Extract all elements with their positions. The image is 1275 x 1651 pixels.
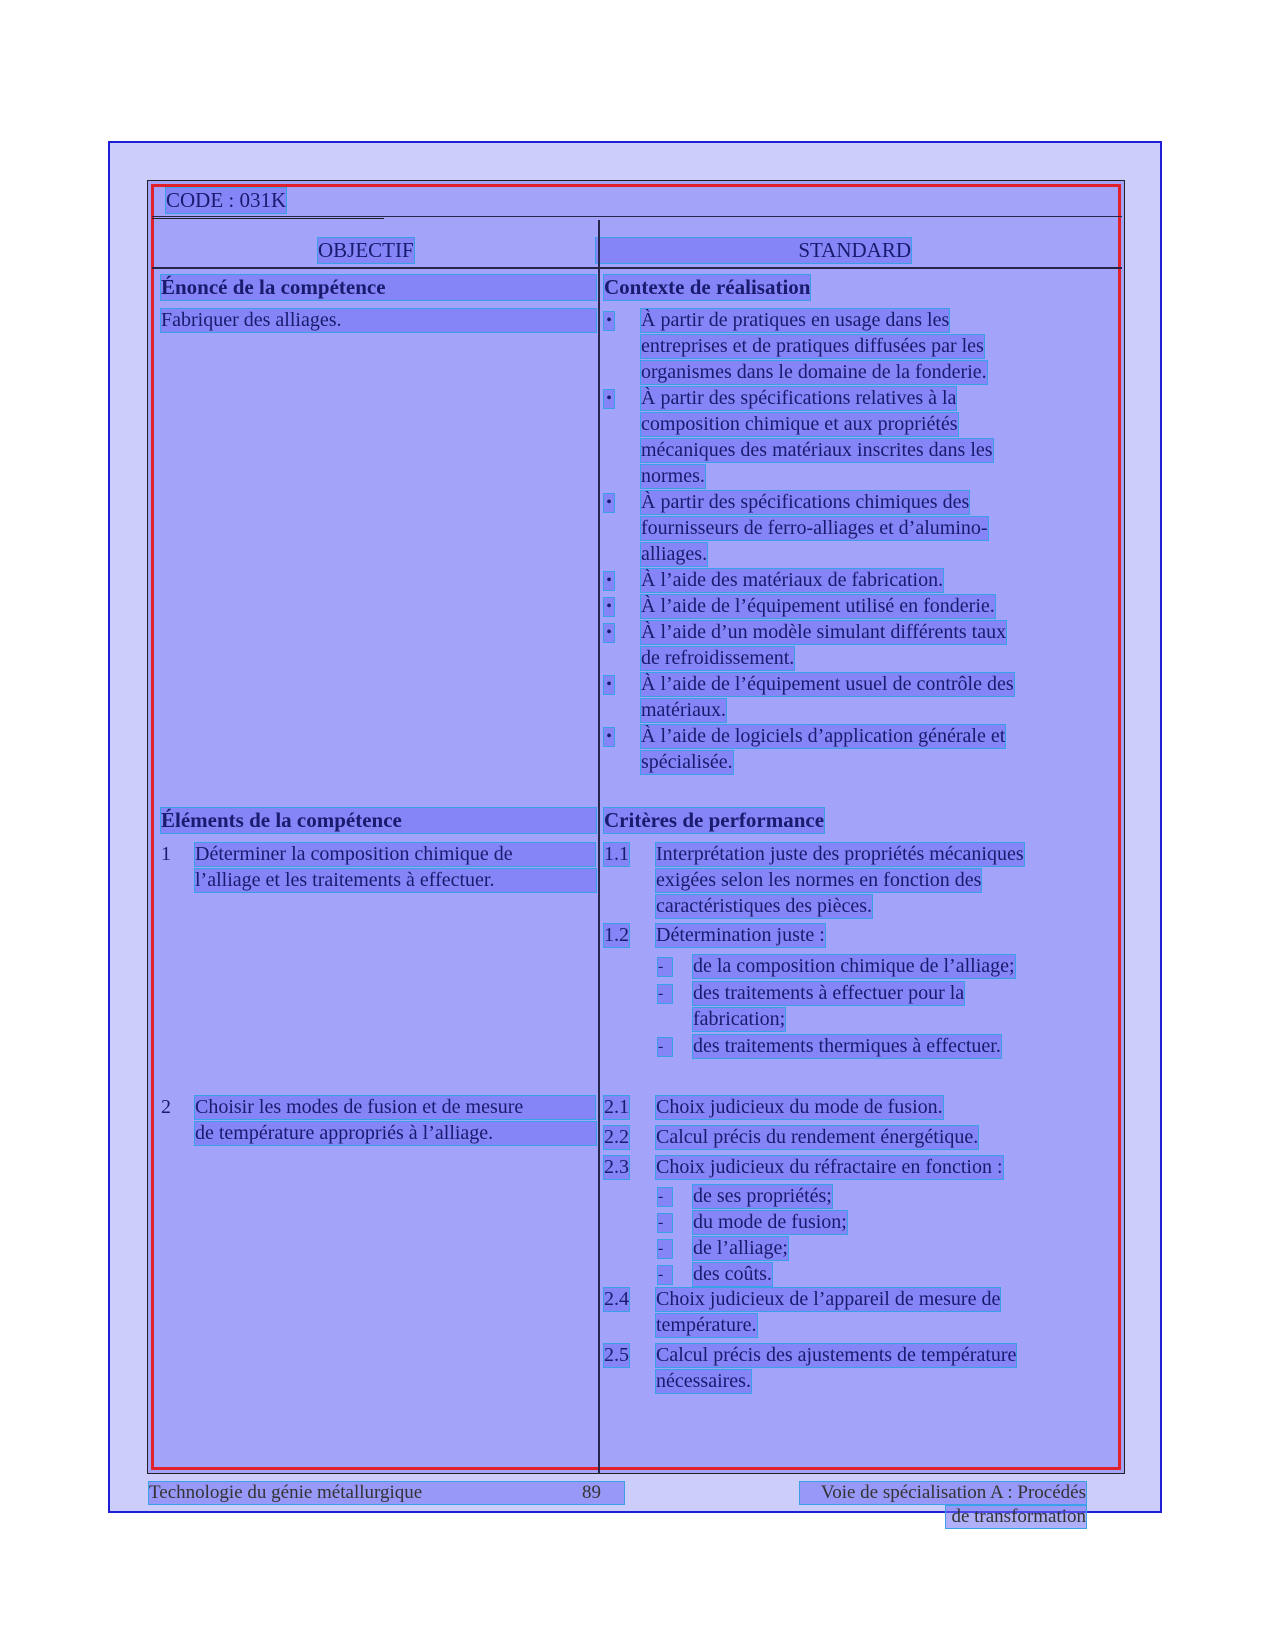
critere-line: exigées selon les normes en fonction des [656,869,982,891]
footer-right-line1: Voie de spécialisation A : Procédés [800,1482,1086,1504]
contexte-line: À partir des spécifications relatives à la [641,387,957,409]
critere-subline: de ses propriétés; [693,1185,832,1207]
element-number: 1 [161,843,171,865]
dash-marker: - [658,1188,672,1206]
critere-subline: de la composition chimique de l’alliage; [693,955,1015,977]
header-divider [152,267,1122,269]
critere-subline: de l’alliage; [693,1237,788,1259]
critere-subline: des coûts. [693,1263,772,1285]
elements-title: Éléments de la compétence [161,808,596,833]
contexte-line: de refroidissement. [641,647,795,669]
bullet-icon: • [604,728,614,746]
element-line: Déterminer la composition chimique de [195,843,595,866]
contexte-line: À l’aide des matériaux de fabrication. [641,569,944,591]
critere-number: 2.1 [604,1096,629,1118]
critere-number: 2.3 [604,1156,629,1178]
critere-subline: des traitements à effectuer pour la [693,982,965,1004]
contexte-line: alliages. [641,543,708,565]
competency-code: CODE : 031K [166,188,287,212]
contexte-line: À l’aide de l’équipement utilisé en fonderie. [641,595,995,617]
critere-number: 2.5 [604,1344,629,1366]
critere-number: 2.2 [604,1126,629,1148]
critere-line: caractéristiques des pièces. [656,895,873,917]
dash-marker: - [658,1214,672,1232]
critere-number: 1.1 [604,843,629,865]
bullet-icon: • [604,390,614,408]
critere-subline: du mode de fusion; [693,1211,847,1233]
dash-marker: - [658,985,672,1003]
bullet-icon: • [604,494,614,512]
bullet-icon: • [604,598,614,616]
critere-line: nécessaires. [656,1370,751,1392]
contexte-line: À l’aide de l’équipement usuel de contrôle des [641,673,1014,695]
footer-page-number: 89 [582,1482,601,1503]
contexte-line: entreprises et de pratiques diffusées par les [641,335,984,357]
contexte-line: matériaux. [641,699,726,721]
critere-line: Interprétation juste des propriétés mécaniques [656,843,1024,865]
critere-number: 2.4 [604,1288,629,1310]
enonce-title: Énoncé de la compétence [161,275,596,300]
objectif-header: OBJECTIF [318,238,414,262]
critere-line: Calcul précis du rendement énergétique. [656,1126,979,1148]
contexte-line: mécaniques des matériaux inscrites dans les [641,439,993,461]
contexte-title: Contexte de réalisation [604,275,811,299]
element-line: Choisir les modes de fusion et de mesure [195,1096,595,1119]
element-number: 2 [161,1096,171,1118]
bullet-icon: • [604,676,614,694]
column-divider [598,220,600,1473]
element-line: de température appropriés à l’alliage. [195,1122,596,1145]
contexte-line: composition chimique et aux propriétés [641,413,958,435]
standard-header: STANDARD [596,238,911,263]
contexte-line: normes. [641,465,705,487]
contexte-line: À partir des spécifications chimiques des [641,491,970,513]
critere-line: Choix judicieux de l’appareil de mesure de [656,1288,1001,1310]
contexte-line: fournisseurs de ferro-alliages et d’alumino- [641,517,988,539]
contexte-line: À l’aide d’un modèle simulant différents taux [641,621,1007,643]
critere-line: température. [656,1314,757,1336]
bullet-icon: • [604,572,614,590]
bullet-icon: • [604,624,614,642]
criteres-title: Critères de performance [604,808,825,832]
enonce-text: Fabriquer des alliages. [161,309,596,332]
critere-subline: fabrication; [693,1008,786,1030]
dash-marker: - [658,1038,672,1056]
contexte-line: organismes dans le domaine de la fonderie. [641,361,987,383]
dash-marker: - [658,1266,672,1284]
critere-line: Choix judicieux du réfractaire en fonction : [656,1156,1003,1178]
element-line: l’alliage et les traitements à effectuer. [195,869,596,892]
critere-line: Calcul précis des ajustements de température [656,1344,1017,1366]
footer-right-line2: de transformation [946,1506,1086,1528]
contexte-line: À l’aide de logiciels d’application générale et [641,725,1006,747]
bullet-icon: • [604,312,614,330]
critere-line: Choix judicieux du mode de fusion. [656,1096,943,1118]
critere-line: Détermination juste : [656,924,825,946]
critere-subline: des traitements thermiques à effectuer. [693,1035,1001,1057]
footer-left: Technologie du génie métallurgique [149,1482,624,1504]
critere-number: 1.2 [604,924,629,946]
code-underline [152,218,384,219]
contexte-line: À partir de pratiques en usage dans les [641,309,950,331]
contexte-line: spécialisée. [641,751,733,773]
code-divider [152,216,1122,217]
dash-marker: - [658,1240,672,1258]
dash-marker: - [658,958,672,976]
